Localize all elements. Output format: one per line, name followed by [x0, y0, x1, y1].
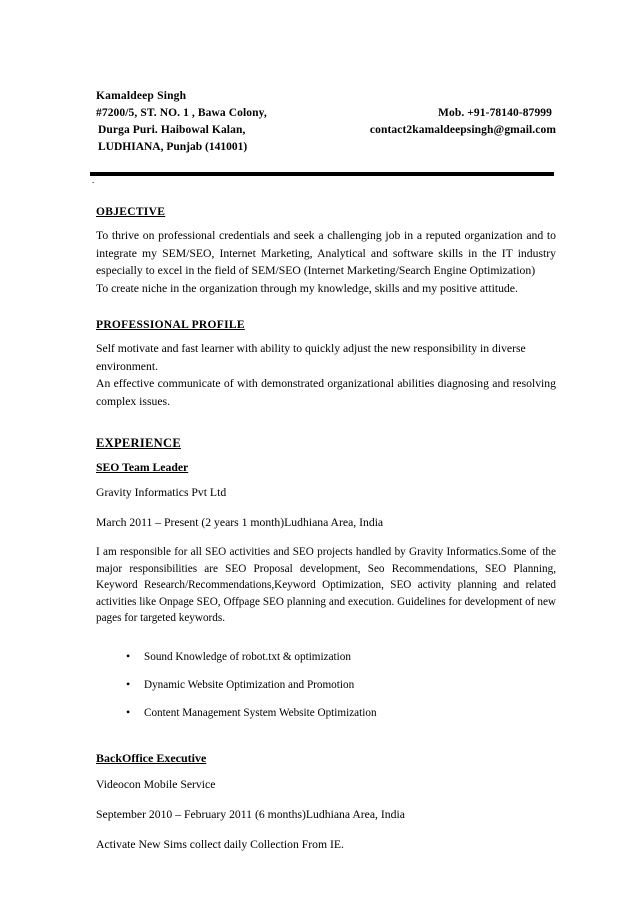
- job-company-2: Videocon Mobile Service: [96, 777, 216, 791]
- job-description-2: Activate New Sims collect daily Collection From IE.: [96, 837, 344, 851]
- job-dates-2: September 2010 – February 2011 (6 months)Ludhiana Area, India: [96, 807, 405, 821]
- header-row-address-email: [96, 122, 556, 139]
- job-description-1: I am responsible for all SEO activities and SEO projects handled by Gravity Informatics.Some of the major responsibilities are SEO Proposal development, Seo Recommendations, SEO Planning, Keyword Research/Recommendations,Keyword Optimization, SEO activity planning and related activities like Onpage SEO, Offpage SEO planning and execution. Guidelines for development of new pages for targeted keywords.: [96, 546, 556, 624]
- list-item: • Sound Knowledge of robot.txt & optimization: [96, 649, 556, 665]
- experience-entry-2: [96, 751, 556, 853]
- header-row-address-mobile: [96, 105, 556, 122]
- job-title-1: SEO Team Leader: [96, 461, 189, 474]
- job-bullets-1: [96, 649, 556, 721]
- job-title-2: BackOffice Executive: [96, 750, 207, 765]
- resume-body: [92, 88, 556, 853]
- stray-period-mark: .: [92, 175, 95, 185]
- candidate-name: Kamaldeep Singh: [96, 90, 187, 102]
- list-item: • Dynamic Website Optimization and Promotion: [96, 677, 556, 693]
- section-heading-professional-profile: PROFESSIONAL PROFILE: [96, 319, 245, 331]
- objective-paragraph-2: To create niche in the organization through my knowledge, skills and my positive attitude.: [96, 281, 518, 295]
- profile-paragraph-1: Self motivate and fast learner with ability to quickly adjust the new responsibility in diverse environment.: [96, 342, 526, 373]
- job-dates-1: March 2011 – Present (2 years 1 month)Ludhiana Area, India: [96, 516, 384, 529]
- objective-paragraph: To thrive on professional credentials and seek a challenging job in a reputed organization and to integrate my SEM/SEO, Internet Marketing, Analytical and software skills in the IT industry especially to excel in the field of SEM/SEO (Internet Marketing/Search Engine Optimization): [96, 229, 556, 277]
- section-heading-experience: EXPERIENCE: [96, 436, 181, 450]
- address-line-2: Durga Puri. Haibowal Kalan,: [98, 124, 246, 136]
- address-line-3: LUDHIANA, Punjab (141001): [98, 141, 248, 153]
- mobile-number: Mob. +91-78140-87999: [438, 107, 552, 119]
- email-address: contact2kamaldeepsingh@gmail.com: [369, 124, 556, 136]
- experience-entry-1: [96, 461, 556, 721]
- list-item: • Content Management System Website Optimization: [96, 705, 556, 721]
- profile-paragraph-2: An effective communicate of with demonstrated organizational abilities diagnosing and resolving complex issues.: [96, 377, 556, 408]
- section-heading-objective: OBJECTIVE: [96, 206, 166, 218]
- address-line-1: #7200/5, ST. NO. 1 , Bawa Colony,: [96, 107, 267, 119]
- job-company-1: Gravity Informatics Pvt Ltd: [96, 486, 227, 499]
